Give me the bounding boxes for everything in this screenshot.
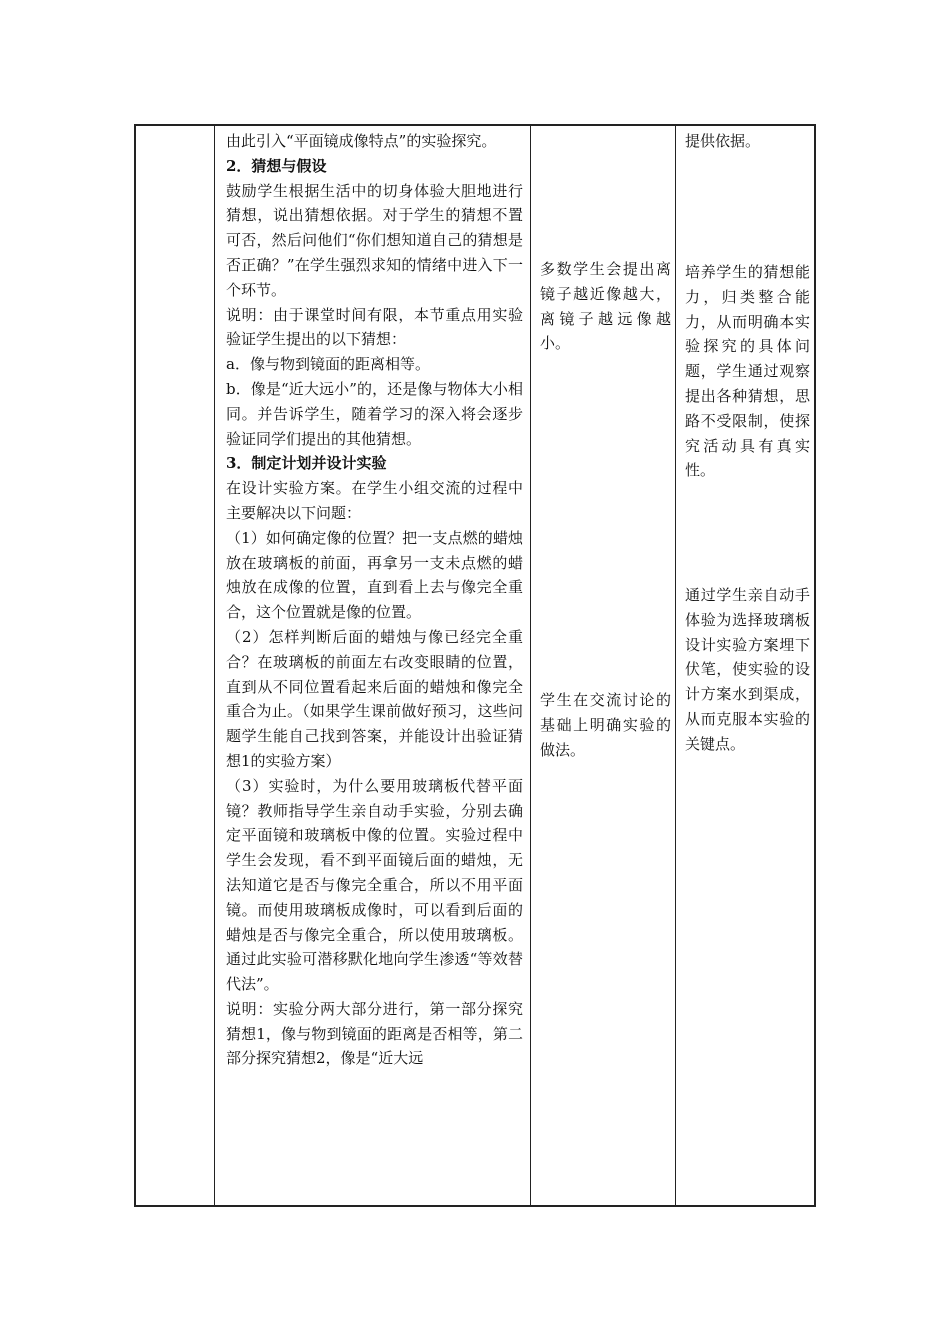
- design-intent-cell: [677, 126, 816, 1205]
- question-1: （1）如何确定像的位置？把一支点燃的蜡烛放在玻璃板的前面，再拿另一支未点燃的蜡烛放在成像的位置，直到看上去与像完全重合，这个位置就是像的位置。: [226, 528, 523, 622]
- student-activity-cell: [532, 126, 677, 1205]
- intent-basis: 提供依据。: [685, 132, 761, 150]
- section-heading-guess: 2．猜想与假设: [226, 156, 327, 175]
- guess-paragraph: 鼓励学生根据生活中的切身体验大胆地进行猜想，说出猜想依据。对于学生的猜想不置可否，然后问他们“你们想知道自己的猜想是否正确？”在学生强烈求知的情绪中进入下一个环节。: [226, 181, 523, 299]
- hypothesis-a: a．像与物到镜面的距离相等。: [226, 355, 430, 374]
- design-paragraph: 在设计实验方案。在学生小组交流的过程中主要解决以下问题：: [226, 479, 523, 522]
- student-response-guess: 多数学生会提出离镜子越近像越大，离镜子越远像越小。: [540, 260, 671, 353]
- question-3: （3）实验时，为什么要用玻璃板代替平面镜？教师指导学生亲自动手实验，分别去确定平面镜和玻璃板中像的位置。实验过程中学生会发现，看不到平面镜后面的蜡烛，无法知道它是否与像完全重合，所以不用平面镜。而使用玻璃板成像时，可以看到后面的蜡烛是否与像完全重合，所以使用玻璃板。通过此实验可潜移默化地向学生渗透“等效替代法”。: [226, 776, 523, 994]
- column-divider: [214, 126, 215, 1205]
- question-2: （2）怎样判断后面的蜡烛与像已经完全重合？在玻璃板的前面左右改变眼睛的位置，直到从不同位置看起来后面的蜡烛和像完全重合为止。（如果学生课前做好预习，这些问题学生能自己找到答案，并能设计出验证猜想1的实验方案）: [226, 627, 523, 770]
- note-paragraph: 说明：由于课堂时间有限，本节重点用实验验证学生提出的以下猜想：: [226, 305, 523, 349]
- note-paragraph-2: 说明：实验分两大部分进行，第一部分探究猜想1，像与物到镜面的距离是否相等，第二部分探究猜想2，像是“近大远: [226, 999, 523, 1068]
- hypothesis-b: b．像是“近大远小”的，还是像与物体大小相同。并告诉学生，随着学习的深入将会逐步验证同学们提出的其他猜想。: [226, 379, 523, 448]
- intro-paragraph: 由此引入“平面镜成像特点”的实验探究。: [226, 132, 497, 150]
- intent-guess: 培养学生的猜想能力，归类整合能力，从而明确本实验探究的具体问题，学生通过观察提出各种猜想，思路不受限制，使探究活动具有真实性。: [685, 263, 810, 480]
- section-heading-plan: 3．制定计划并设计实验: [226, 454, 387, 473]
- lesson-table: [134, 124, 816, 1207]
- student-response-design: 学生在交流讨论的基础上明确实验的做法。: [540, 691, 671, 759]
- teacher-activity-cell: [216, 126, 532, 1205]
- stage-cell: [136, 126, 214, 1205]
- intent-design: 通过学生亲自动手体验为选择玻璃板设计实验方案埋下伏笔，使实验的设计方案水到渠成，从而克服本实验的关键点。: [685, 586, 810, 753]
